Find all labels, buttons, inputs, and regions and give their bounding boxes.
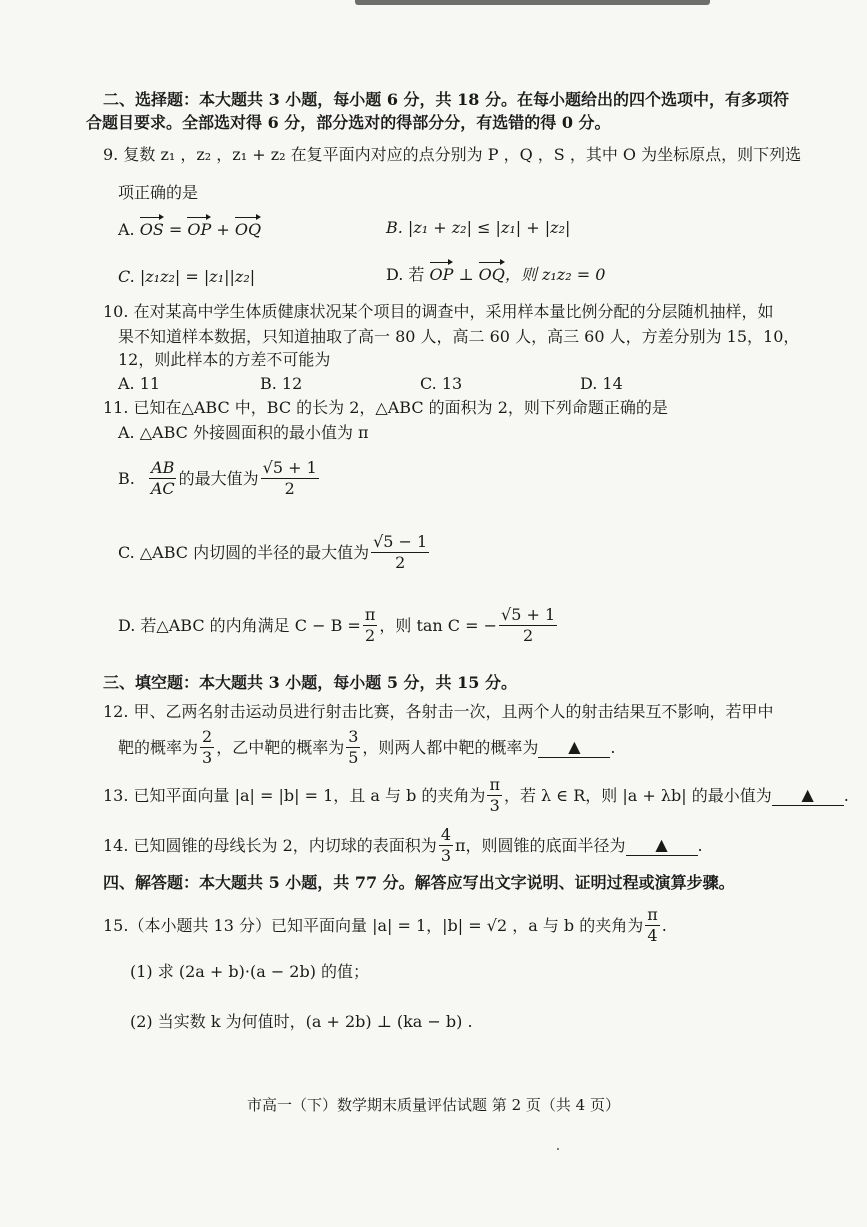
q9-option-d xyxy=(386,265,605,285)
q10-option-b: B. 12 xyxy=(260,374,303,393)
numerator: 4 xyxy=(440,825,451,844)
q10-stem-line2: 果不知道样本数据，只知道抽取了高一 80 人，高二 60 人，高三 60 人，方差分别为 15，10， xyxy=(118,327,800,346)
plus-sign: + xyxy=(211,220,235,239)
q11-option-b xyxy=(118,458,321,499)
denominator: 3 xyxy=(440,846,451,865)
period: . xyxy=(661,915,667,935)
vector-oq: OQ xyxy=(478,265,505,284)
fraction-pi-over2 xyxy=(363,605,378,646)
q10-option-d: D. 14 xyxy=(580,374,623,393)
scan-edge xyxy=(355,0,710,5)
equals-sign: = xyxy=(163,220,188,239)
answer-blank: ▲ xyxy=(772,785,844,806)
q15-stem xyxy=(103,905,667,946)
option-d-suffix: ，则 z₁z₂ = 0 xyxy=(504,265,606,284)
q15-part2: (2) 当实数 k 为何值时，(a + 2b) ⊥ (ka − b) . xyxy=(130,1012,473,1031)
section3-heading: 三、填空题：本大题共 3 小题，每小题 5 分，共 15 分。 xyxy=(103,673,517,692)
answer-blank: ▲ xyxy=(626,835,698,856)
q9-stem-line1: 9. 复数 z₁ ，z₂ ，z₁ + z₂ 在复平面内对应的点分别为 P ，Q ，S ，其中 O 为坐标原点，则下列选 xyxy=(103,145,802,164)
q15-text: 15.（本小题共 13 分）已知平面向量 |a| = 1，|b| = √2 ，a 与 b 的夹角为 xyxy=(103,915,644,935)
denominator: 2 xyxy=(284,479,295,498)
vector-op: OP xyxy=(187,220,212,239)
q11-stem: 11. 已知在△ABC 中，BC 的长为 2，△ABC 的面积为 2，则下列命题正确的是 xyxy=(103,398,668,417)
denominator: 5 xyxy=(348,748,359,767)
option-a-label: A. xyxy=(118,220,135,239)
option-d-prefix: D. 若 xyxy=(386,265,425,284)
vector-os: OS xyxy=(139,220,164,239)
q12-text-b: ，乙中靶的概率为 xyxy=(216,737,345,757)
section2-heading-line1: 二、选择题：本大题共 3 小题，每小题 6 分，共 18 分。在每小题给出的四个选项中，有多项符 xyxy=(103,90,789,109)
fraction-3-over5 xyxy=(346,727,360,768)
perp-sign: ⊥ xyxy=(453,265,479,284)
denominator: AC xyxy=(150,479,175,498)
numerator: π xyxy=(489,775,500,794)
q11-option-c xyxy=(118,532,431,573)
q13-stem xyxy=(103,775,849,816)
option-b-label: B. xyxy=(118,468,135,488)
denominator: 4 xyxy=(647,926,658,945)
q10-stem-line3: 12，则此样本的方差不可能为 xyxy=(118,350,331,369)
fraction-sqrt5-minus1-over2 xyxy=(371,532,429,573)
numerator: AB xyxy=(151,458,175,477)
numerator: π xyxy=(364,605,376,624)
numerator: 3 xyxy=(348,727,359,746)
period: . xyxy=(610,737,616,757)
fraction-ab-ac xyxy=(149,458,177,499)
q10-option-a: A. 11 xyxy=(118,374,161,393)
q9-stem-line2: 项正确的是 xyxy=(118,183,199,202)
q12-text-c: ，则两人都中靶的概率为 xyxy=(362,737,539,757)
fraction-sqrt5-plus1-over2 xyxy=(261,458,319,499)
q14-stem xyxy=(103,825,703,866)
vector-oq: OQ xyxy=(234,220,262,239)
numerator: 2 xyxy=(202,727,213,746)
fraction-4-over3 xyxy=(439,825,453,866)
option-c-text: C. △ABC 内切圆的半径的最大值为 xyxy=(118,542,370,562)
denominator: 3 xyxy=(489,796,500,815)
section2-heading-line2: 合题目要求。全部选对得 6 分，部分选对的得部分分，有选错的得 0 分。 xyxy=(86,113,611,132)
q12-stem-line2 xyxy=(118,727,616,768)
numerator: √5 + 1 xyxy=(501,605,556,624)
q10-stem-line1: 10. 在对某高中学生体质健康状况某个项目的调查中，采用样本量比例分配的分层随机抽样，如 xyxy=(103,302,774,321)
q10-option-c: C. 13 xyxy=(420,374,463,393)
fraction-pi-over4 xyxy=(645,905,660,946)
scan-speck xyxy=(557,1148,559,1150)
vector-op: OP xyxy=(429,265,454,284)
fraction-pi-over3 xyxy=(487,775,502,816)
option-b-text: 的最大值为 xyxy=(178,468,259,488)
q9-option-b: B. |z₁ + z₂| ≤ |z₁| + |z₂| xyxy=(386,218,571,237)
fraction-2-over3 xyxy=(200,727,214,768)
denominator: 2 xyxy=(395,553,406,572)
section4-heading: 四、解答题：本大题共 5 小题，共 77 分。解答应写出文字说明、证明过程或演算步骤。 xyxy=(103,873,735,892)
q14-text-a: 14. 已知圆锥的母线长为 2，内切球的表面积为 xyxy=(103,835,437,855)
denominator: 2 xyxy=(365,626,376,645)
numerator: π xyxy=(647,905,658,924)
q15-part1: (1) 求 (2a + b)·(a − 2b) 的值； xyxy=(130,962,370,981)
denominator: 2 xyxy=(523,626,534,645)
q9-option-a xyxy=(118,220,261,240)
option-d-text: D. 若△ABC 的内角满足 C − B = xyxy=(118,615,361,635)
fraction-sqrt5-plus1-over2 xyxy=(499,605,557,646)
option-d-mid: ，则 tan C = − xyxy=(379,615,498,635)
period: . xyxy=(697,835,703,855)
q11-option-a: A. △ABC 外接圆面积的最小值为 π xyxy=(118,423,369,442)
page-footer: 市高一（下）数学期末质量评估试题 第 2 页（共 4 页） xyxy=(247,1096,620,1114)
q12-stem-line1: 12. 甲、乙两名射击运动员进行射击比赛，各射击一次，且两个人的射击结果互不影响，若甲中 xyxy=(103,702,774,721)
numerator: √5 + 1 xyxy=(262,458,317,477)
q14-text-b: π，则圆锥的底面半径为 xyxy=(455,835,626,855)
q9-option-c: C. |z₁z₂| = |z₁||z₂| xyxy=(118,267,256,286)
q13-text-b: ，若 λ ∈ R，则 |a + λb| 的最小值为 xyxy=(503,785,772,805)
period: . xyxy=(843,785,849,805)
q11-option-d xyxy=(118,605,559,646)
numerator: √5 − 1 xyxy=(373,532,428,551)
denominator: 3 xyxy=(202,748,213,767)
answer-blank: ▲ xyxy=(538,737,610,758)
q13-text-a: 13. 已知平面向量 |a| = |b| = 1，且 a 与 b 的夹角为 xyxy=(103,785,486,805)
q12-text-a: 靶的概率为 xyxy=(118,737,199,757)
